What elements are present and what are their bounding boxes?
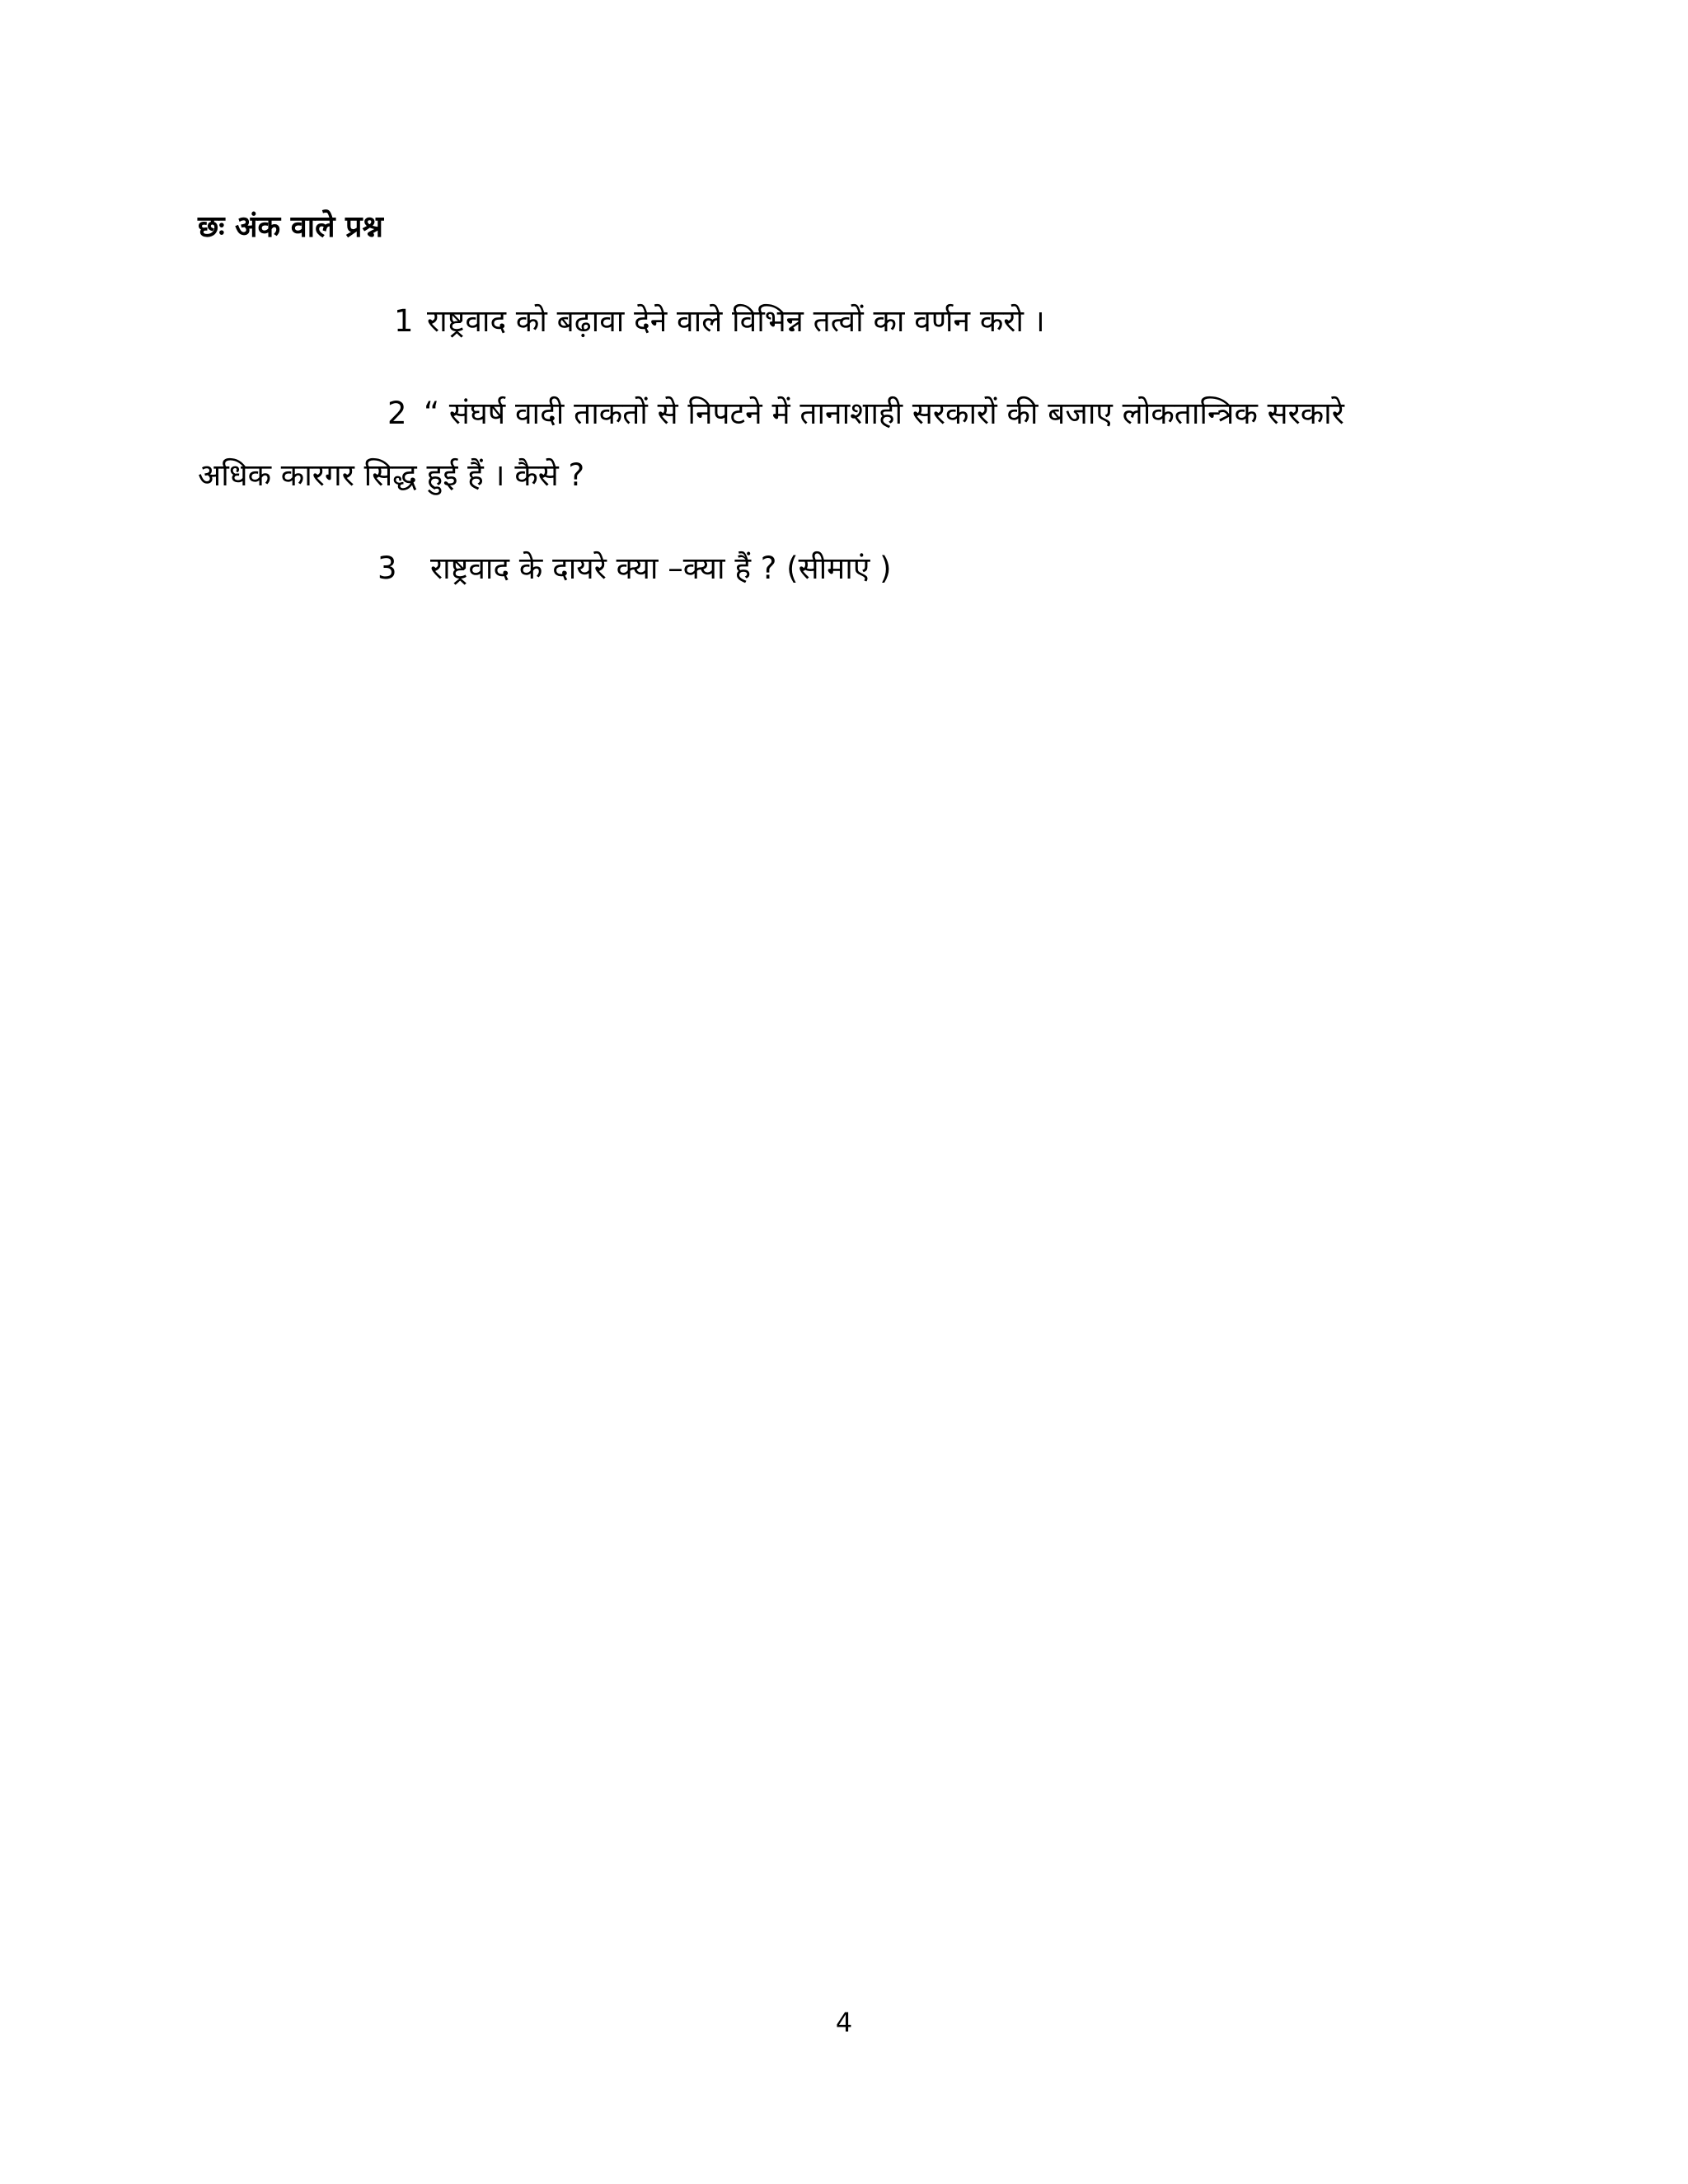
question-number: 3 — [377, 551, 397, 586]
section-heading: छः अंक वाले प्रश्न — [198, 210, 383, 244]
question-text: राष्ट्रवाद के दायरे क्या –क्या हैं ? (सीमाएं ) — [430, 551, 892, 586]
question-2-continuation — [198, 454, 584, 497]
question-number: 2 — [387, 396, 407, 431]
question-text-line-2: अधिक कारगर सिद्ध हुई हैं । कैसे ? — [198, 457, 585, 493]
question-3 — [377, 547, 892, 590]
question-1 — [394, 300, 1045, 343]
question-2 — [387, 392, 1344, 435]
page-number: 4 — [835, 2007, 853, 2038]
question-text-line-1: “ संघर्ष वादी ताकतों से निपटने में तानाशाही सरकारों की बजाए लोकतान्त्रिक सरकारे — [424, 396, 1344, 431]
question-text: राष्ट्रवाद को बढ़ावा देने वाले विभिन्न तत्वों का वर्णन करो । — [427, 303, 1045, 339]
question-number: 1 — [394, 303, 414, 339]
